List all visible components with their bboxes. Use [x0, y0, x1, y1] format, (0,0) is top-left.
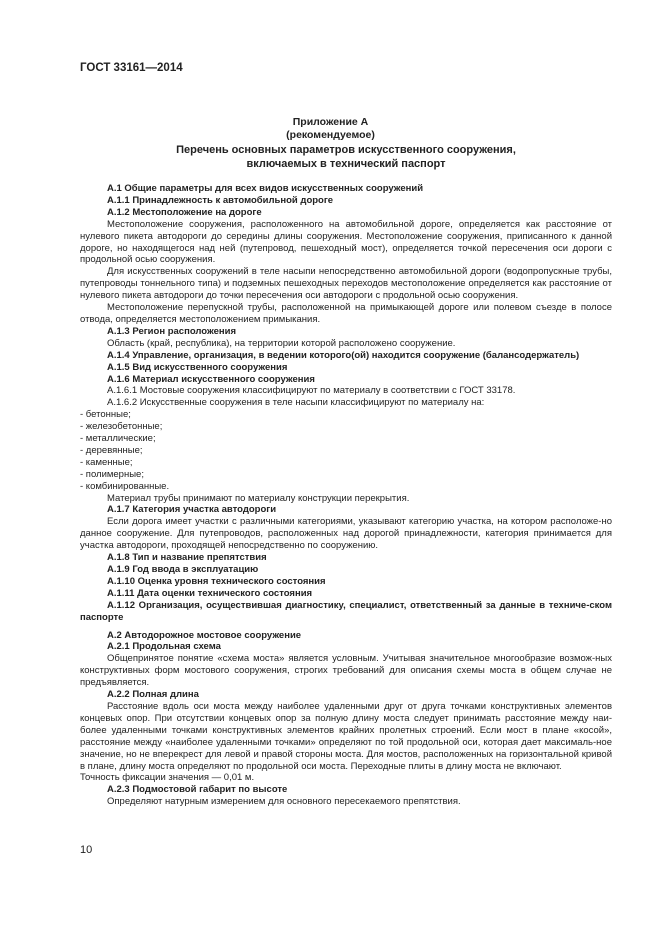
- section-heading: А.1.12 Организация, осуществившая диагностику, специалист, ответственный за данные в техниче-ском паспорте: [80, 599, 612, 623]
- section-heading: А.2.3 Подмостовой габарит по высоте: [107, 784, 288, 796]
- paragraph: Местоположение перепускной трубы, расположенной на примыкающей дороге или полевом съезде в полосе отвода, определяется местоположением примыкания.: [80, 302, 612, 325]
- list-item: - металлические;: [80, 433, 156, 445]
- section-heading: А.2 Автодорожное мостовое сооружение: [107, 629, 302, 641]
- paragraph: Определяют натурным измерением для основного пересекаемого препятствия.: [107, 796, 461, 808]
- paragraph: Область (край, республика), на территории которой расположено сооружение.: [107, 337, 456, 349]
- list-item: - каменные;: [80, 456, 133, 468]
- list-item: - бетонные;: [80, 409, 131, 421]
- title-line-1: Перечень основных параметров искусственного сооружения,: [176, 144, 516, 156]
- section-heading: А.1.4 Управление, организация, в ведении которого(ой) находится сооружение (балансодержатель): [107, 349, 580, 361]
- section-heading: А.1.3 Регион расположения: [107, 325, 236, 337]
- section-heading: А.1.5 Вид искусственного сооружения: [107, 361, 288, 373]
- list-item: - железобетонные;: [80, 421, 163, 433]
- section-heading: А.2.1 Продольная схема: [107, 641, 221, 653]
- page-number: 10: [80, 844, 93, 856]
- section-heading: А.1.11 Дата оценки технического состояния: [107, 587, 313, 599]
- appendix-label: Приложение А: [292, 116, 369, 128]
- section-heading: А.1.9 Год ввода в эксплуатацию: [107, 564, 259, 575]
- section-heading: А.1.1 Принадлежность к автомобильной дороге: [107, 194, 334, 206]
- paragraph: Материал трубы принимают по материалу конструкции перекрытия.: [107, 492, 410, 504]
- appendix-status: (рекомендуемое): [286, 129, 375, 141]
- section-heading: А.2.2 Полная длина: [107, 689, 199, 701]
- section-heading: А.1.2 Местоположение на дороге: [107, 206, 262, 218]
- paragraph: Для искусственных сооружений в теле насыпи непосредственно автомобильной дороги (водопропускные трубы, путепроводы тоннельного типа) и подземных пешеходных переходов местоположение определяется как расстояние от нулевого пикета автодороги до точки пересечения оси автодороги с продольной осью сооружения.: [80, 266, 612, 302]
- paragraph: А.1.6.1 Мостовые сооружения классифицируют по материалу в соответствии с ГОСТ 33178.: [107, 385, 516, 397]
- list-item: - комбинированные.: [80, 480, 170, 492]
- paragraph: Общепринятое понятие «схема моста» является условным. Учитывая значительное многообразие возмож-ных конструктивных форм мостового сооружения, строгих требований для описания схемы моста в общем случае не предъявляется.: [80, 653, 612, 689]
- section-heading: А.1.7 Категория участка автодороги: [107, 504, 277, 516]
- paragraph: Расстояние вдоль оси моста между наиболее удаленными друг от друга точками конструктивных элементов концевых опор. При отсутствии концевых опор за полную длину моста следует принимать расстояние между наи-более удаленными точками конструктивных элементов крайних пролетных строений. Если мост в плане «косой», расстояние между «наиболее удаленными точками» определяют по той продольной оси, которая дает максималь-ное значение, но не вперекрест для левой и правой стороны моста. Для мостов, расположенных на горизонтальной кривой в плане, длину моста определяют по продольной оси моста. Переходные плиты в длину моста не включают.: [80, 700, 612, 772]
- section-heading: А.1.8 Тип и название препятствия: [107, 552, 267, 564]
- standard-header: ГОСТ 33161—2014: [80, 62, 183, 74]
- paragraph: Если дорога имеет участки с различными категориями, указывают категорию участка, на котором расположе-но данное сооружение. Для путепроводов, расположенных над дорогой принадлежности, категория принимается для участка автодороги, проходящей непосредственно по сооружению.: [80, 516, 612, 552]
- section-heading: А.1.6 Материал искусственного сооружения: [107, 373, 315, 385]
- section-heading: А.1 Общие параметры для всех видов искусственных сооружений: [107, 183, 424, 194]
- paragraph: А.1.6.2 Искусственные сооружения в теле насыпи классифицируют по материалу на:: [107, 397, 485, 409]
- section-heading: А.1.10 Оценка уровня технического состояния: [107, 575, 326, 587]
- document-body: [80, 183, 612, 808]
- list-item: - деревянные;: [80, 444, 143, 456]
- list-item: - полимерные;: [80, 468, 144, 480]
- appendix-title: [80, 143, 612, 171]
- paragraph: Местоположение сооружения, расположенного на автомобильной дороге, определяется как расстояние от нулевого пикета автодороги до середины длины сооружения. Местоположение сооружения, приписанного к данной дороге, но находящегося над ней (путепровод, пешеходный мост), определяется точкой пересечения оси дороги с продольной осью сооружения.: [80, 218, 612, 266]
- title-line-2: включаемых в технический паспорт: [246, 158, 446, 170]
- paragraph: Точность фиксации значения — 0,01 м.: [80, 772, 255, 784]
